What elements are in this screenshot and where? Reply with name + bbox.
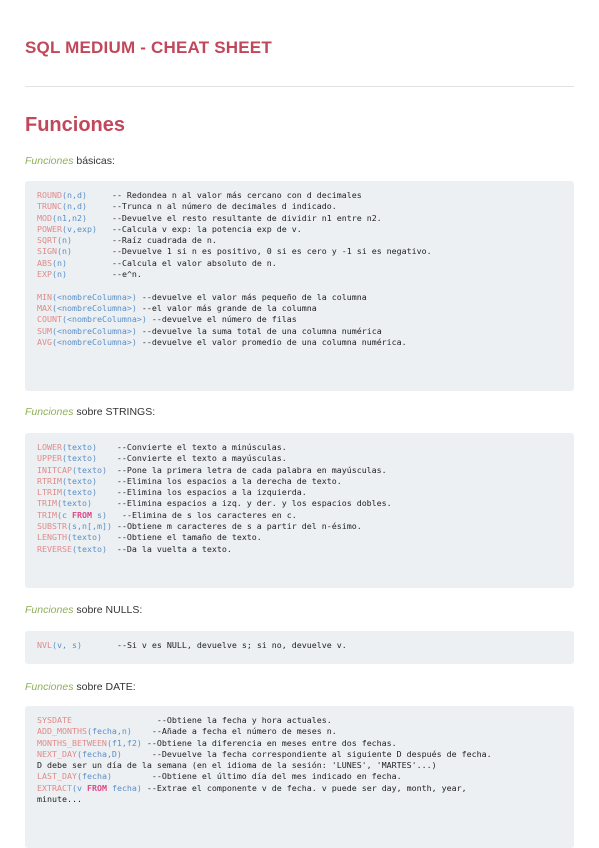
code-line bbox=[37, 292, 562, 303]
code-gap bbox=[37, 280, 562, 291]
code-line bbox=[37, 201, 562, 212]
comment: --Elimina espacios a izq. y der. y los espacios dobles. bbox=[91, 498, 392, 509]
function-name: ROUND bbox=[37, 190, 62, 200]
code-line bbox=[37, 269, 562, 280]
comment: --Obtiene el último día del mes indicado en fecha. bbox=[111, 771, 402, 782]
comment: --Obtiene m caracteres de s a partir del n-ésimo. bbox=[111, 521, 362, 532]
comment: --Obtiene el tamaño de texto. bbox=[101, 532, 262, 543]
code-line bbox=[37, 498, 562, 509]
function-args: (fecha) bbox=[76, 771, 112, 782]
comment: --devuelve el valor más pequeño de la columna bbox=[136, 291, 367, 302]
section-heading: Funciones bbox=[25, 114, 126, 136]
function-args: (v bbox=[71, 782, 87, 793]
function-name: RTRIM bbox=[37, 475, 62, 486]
function-args: (n) bbox=[52, 257, 67, 268]
function-args: (<nombreColumna>) bbox=[52, 291, 137, 302]
group-label-strings bbox=[25, 406, 155, 418]
code-line bbox=[37, 224, 562, 235]
code-line bbox=[37, 326, 562, 337]
group-label-basicas bbox=[25, 155, 115, 167]
comment: --Trunca n al número de decimales d indicado. bbox=[86, 201, 337, 212]
comment: minute... bbox=[37, 794, 82, 805]
comment: --Obtiene la diferencia en meses entre dos fechas. bbox=[141, 737, 397, 748]
code-line bbox=[37, 246, 562, 257]
function-name: EXTRACT bbox=[37, 782, 72, 793]
comment: --Elimina los espacios a la izquierda. bbox=[96, 487, 307, 498]
code-line bbox=[37, 258, 562, 269]
function-name: NEXT_DAY bbox=[37, 748, 77, 759]
function-name: SUBSTR bbox=[37, 521, 67, 532]
function-name: EXP bbox=[37, 269, 52, 280]
group-label-fn: Funciones bbox=[25, 604, 74, 616]
function-args: s) bbox=[91, 509, 107, 520]
comment: --e^n. bbox=[67, 269, 142, 280]
function-name: LAST_DAY bbox=[37, 771, 77, 782]
comment: --Da la vuelta a texto. bbox=[106, 543, 232, 554]
function-args: (<nombreColumna>) bbox=[52, 336, 137, 347]
function-args: (n,d) bbox=[61, 190, 87, 200]
code-line bbox=[37, 715, 562, 726]
function-name: SUM bbox=[37, 325, 52, 336]
function-name: LENGTH bbox=[37, 532, 67, 543]
function-args: (n,d) bbox=[61, 201, 87, 212]
code-line bbox=[37, 476, 562, 487]
comment: --Pone la primera letra de cada palabra en mayúsculas. bbox=[106, 464, 387, 475]
code-line bbox=[37, 521, 562, 532]
group-label-fn: Funciones bbox=[25, 406, 74, 418]
code-line bbox=[37, 738, 562, 749]
comment: --Convierte el texto a mayúsculas. bbox=[96, 453, 287, 464]
function-name: UPPER bbox=[37, 453, 62, 464]
title-divider bbox=[25, 86, 574, 87]
group-label-nulls bbox=[25, 604, 142, 616]
group-label-date bbox=[25, 681, 136, 693]
code-line bbox=[37, 442, 562, 453]
function-name: MAX bbox=[37, 302, 52, 313]
comment: --el valor más grande de la columna bbox=[136, 302, 317, 313]
code-line bbox=[37, 532, 562, 543]
group-label-rest: sobre STRINGS: bbox=[73, 406, 156, 418]
code-block-date bbox=[25, 706, 574, 848]
group-label-rest: sobre DATE: bbox=[73, 681, 136, 693]
code-line bbox=[37, 314, 562, 325]
comment: --Convierte el texto a minúsculas. bbox=[96, 442, 287, 452]
code-line bbox=[37, 760, 562, 771]
function-name: MOD bbox=[37, 212, 52, 223]
code-line bbox=[37, 487, 562, 498]
function-name: ADD_MONTHS bbox=[37, 726, 87, 737]
function-args: (<nombreColumna>) bbox=[52, 302, 137, 313]
function-name: MIN bbox=[37, 291, 52, 302]
code-line bbox=[37, 749, 562, 760]
comment: --Extrae el componente v de fecha. v puede ser day, month, year, bbox=[141, 782, 467, 793]
function-name: NVL bbox=[37, 640, 52, 650]
comment: --Raíz cuadrada de n. bbox=[71, 235, 217, 246]
function-name: TRIM bbox=[37, 509, 57, 520]
function-args: (s,n[,m]) bbox=[66, 521, 112, 532]
function-args: (v, s) bbox=[52, 640, 82, 650]
code-line bbox=[37, 235, 562, 246]
function-args: (texto) bbox=[66, 532, 102, 543]
code-line bbox=[37, 640, 562, 651]
code-block-basicas bbox=[25, 181, 574, 391]
function-args: (c bbox=[56, 509, 72, 520]
code-line bbox=[37, 303, 562, 314]
comment: D debe ser un día de la semana (en el idioma de la sesión: 'LUNES', 'MARTES'...) bbox=[37, 760, 437, 771]
comment: --Elimina de s los caracteres en c. bbox=[106, 509, 297, 520]
comment: --devuelve la suma total de una columna numérica bbox=[136, 325, 382, 336]
code-line bbox=[37, 190, 562, 201]
function-args: (texto) bbox=[61, 475, 97, 486]
function-args: (texto) bbox=[71, 543, 107, 554]
function-name: MONTHS_BETWEEN bbox=[37, 737, 107, 748]
function-name: REVERSE bbox=[37, 543, 72, 554]
comment: --Elimina los espacios a la derecha de texto. bbox=[96, 475, 342, 486]
comment: --devuelve el valor promedio de una columna numérica. bbox=[136, 336, 407, 347]
function-args: (<nombreColumna>) bbox=[52, 325, 137, 336]
function-name: INITCAP bbox=[37, 464, 72, 475]
group-label-fn: Funciones bbox=[25, 155, 74, 167]
keyword: FROM bbox=[71, 509, 92, 520]
keyword: FROM bbox=[86, 782, 107, 793]
function-args: (fecha,n) bbox=[86, 726, 132, 737]
code-line bbox=[37, 726, 562, 737]
comment: --Si v es NULL, devuelve s; si no, devuelve v. bbox=[81, 640, 347, 650]
code-line bbox=[37, 337, 562, 348]
function-name: TRUNC bbox=[37, 201, 62, 212]
function-args: fecha) bbox=[106, 782, 142, 793]
comment: --Devuelve 1 si n es positivo, 0 si es cero y -1 si es negativo. bbox=[71, 246, 432, 257]
comment: --Obtiene la fecha y hora actuales. bbox=[71, 715, 332, 725]
function-name: TRIM bbox=[37, 498, 57, 509]
function-args: (texto) bbox=[61, 453, 97, 464]
function-name: ABS bbox=[37, 257, 52, 268]
function-name: LOWER bbox=[37, 442, 62, 452]
function-args: (texto) bbox=[71, 464, 107, 475]
group-label-rest: sobre NULLS: bbox=[73, 604, 143, 616]
comment: --Calcula el valor absoluto de n. bbox=[67, 257, 277, 268]
function-name: LTRIM bbox=[37, 487, 62, 498]
code-line bbox=[37, 783, 562, 794]
function-args: (texto) bbox=[61, 487, 97, 498]
comment: --Calcula v exp: la potencia exp de v. bbox=[96, 223, 302, 234]
group-label-rest: básicas: bbox=[73, 155, 115, 167]
code-line bbox=[37, 544, 562, 555]
code-block-nulls bbox=[25, 631, 574, 664]
function-name: SQRT bbox=[37, 235, 57, 246]
page-title: SQL MEDIUM - CHEAT SHEET bbox=[25, 38, 272, 57]
function-args: (f1,f2) bbox=[106, 737, 142, 748]
function-args: (n) bbox=[52, 269, 67, 280]
code-line bbox=[37, 771, 562, 782]
function-args: (texto) bbox=[61, 442, 97, 452]
code-line bbox=[37, 465, 562, 476]
comment: -- Redondea n al valor más cercano con d decimales bbox=[86, 190, 362, 200]
function-name: AVG bbox=[37, 336, 52, 347]
function-args: (fecha,D) bbox=[76, 748, 122, 759]
comment: --Añade a fecha el número de meses n. bbox=[131, 726, 337, 737]
comment: --devuelve el número de filas bbox=[146, 314, 297, 325]
comment: --Devuelve el resto resultante de dividir n1 entre n2. bbox=[86, 212, 382, 223]
code-line bbox=[37, 213, 562, 224]
function-args: (n1,n2) bbox=[52, 212, 87, 223]
function-args: (n) bbox=[56, 235, 72, 246]
function-args: (<nombreColumna>) bbox=[61, 314, 147, 325]
code-line bbox=[37, 510, 562, 521]
function-args: (v,exp) bbox=[61, 223, 97, 234]
function-name: SIGN bbox=[37, 246, 57, 257]
function-args: (texto) bbox=[56, 498, 92, 509]
comment: --Devuelve la fecha correspondiente al siguiente D después de fecha. bbox=[121, 748, 492, 759]
function-name: SYSDATE bbox=[37, 715, 72, 725]
function-args: (n) bbox=[56, 246, 72, 257]
function-name: COUNT bbox=[37, 314, 62, 325]
function-name: POWER bbox=[37, 223, 62, 234]
code-line bbox=[37, 794, 562, 805]
code-block-strings bbox=[25, 433, 574, 588]
code-line bbox=[37, 453, 562, 464]
group-label-fn: Funciones bbox=[25, 681, 74, 693]
